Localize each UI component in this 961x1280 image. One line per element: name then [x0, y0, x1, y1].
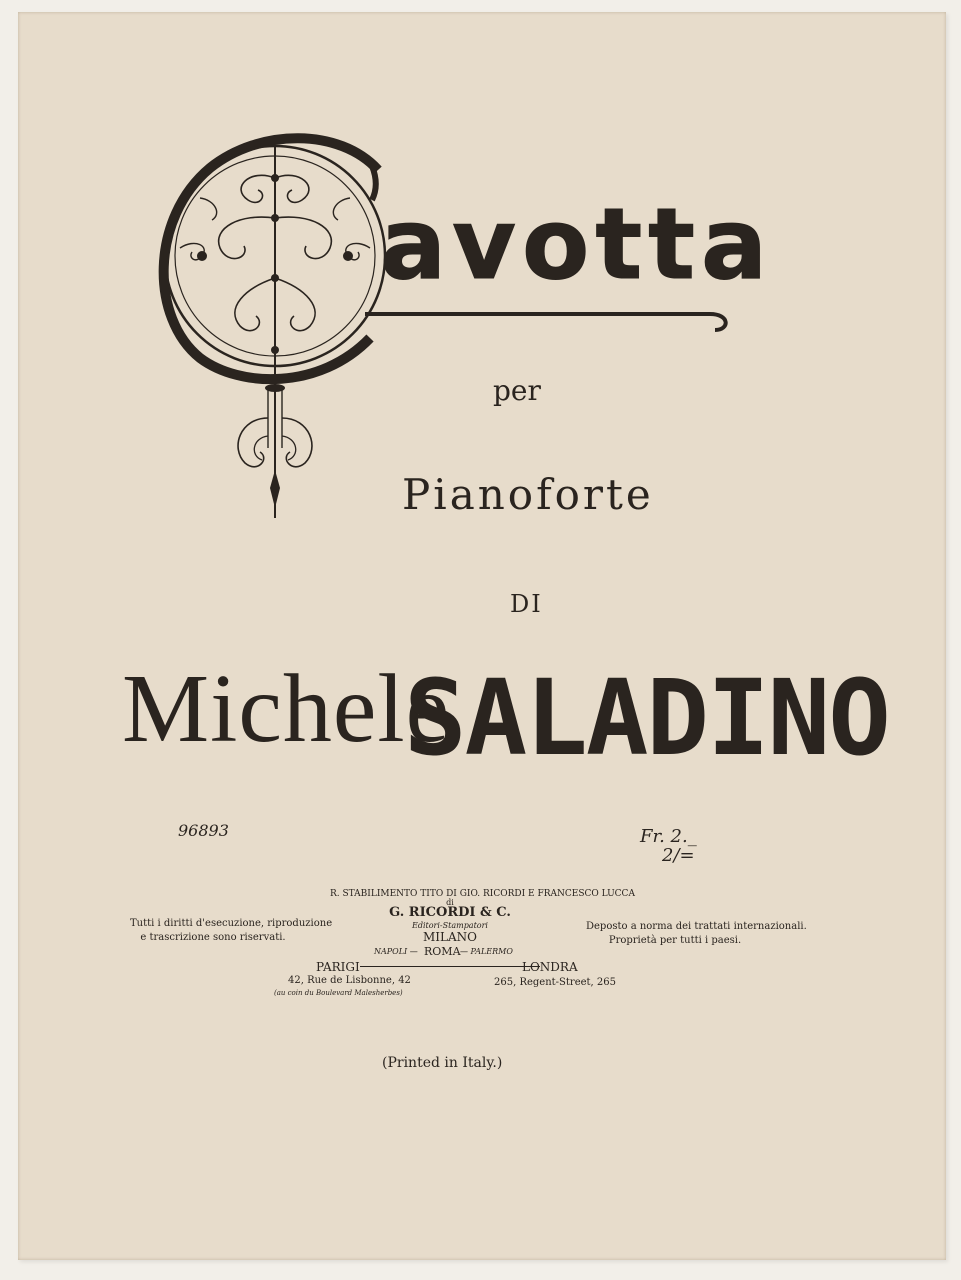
- price-line-2: 2/=: [662, 845, 695, 866]
- initial-g-crossbar: [365, 314, 726, 330]
- rights-left-line-1: Tutti i diritti d'esecuzione, riproduzione: [130, 918, 333, 929]
- di-text: DI: [510, 590, 543, 618]
- publisher-branch-napoli: NAPOLI —: [374, 947, 418, 956]
- printed-in-italy: (Printed in Italy.): [382, 1055, 503, 1071]
- rights-right-line-2: Proprietà per tutti i paesi.: [608, 935, 742, 946]
- plate-number: 96893: [178, 821, 229, 840]
- title-text: avotta: [380, 188, 774, 302]
- rights-notice-left: [130, 917, 333, 945]
- ornamental-initial-g: [140, 118, 740, 528]
- instrument-text: Pianoforte: [402, 470, 654, 519]
- rights-right-line-1: Deposto a norma dei trattati internazionali.: [586, 921, 807, 932]
- per-text: per: [493, 374, 541, 407]
- publisher-role: Editori-Stampatori: [412, 921, 488, 930]
- composer-first-name: Michele: [122, 655, 451, 763]
- publisher-branch-palermo: — PALERMO: [460, 947, 513, 956]
- publisher-di: di: [446, 898, 454, 907]
- paris-label: PARIGI: [316, 960, 360, 974]
- rights-notice-right: [586, 920, 807, 948]
- publisher-divider: [360, 966, 540, 967]
- price-line-1: Fr. 2._: [640, 826, 697, 847]
- publisher-establishment: R. STABILIMENTO TITO DI GIO. RICORDI E FRANCESCO LUCCA: [330, 889, 635, 899]
- rights-left-line-2: e trascrizione sono riservati.: [140, 932, 286, 943]
- publisher-branch-roma: ROMA: [424, 945, 461, 958]
- london-label: LONDRA: [522, 960, 578, 974]
- publisher-name: G. RICORDI & C.: [389, 905, 511, 920]
- publisher-city: MILANO: [423, 930, 477, 944]
- composer-last-name: SALADINO: [404, 657, 889, 779]
- paris-address: 42, Rue de Lisbonne, 42: [288, 975, 411, 986]
- london-address: 265, Regent-Street, 265: [494, 977, 616, 988]
- paris-note: (au coin du Boulevard Malesherbes): [274, 989, 403, 997]
